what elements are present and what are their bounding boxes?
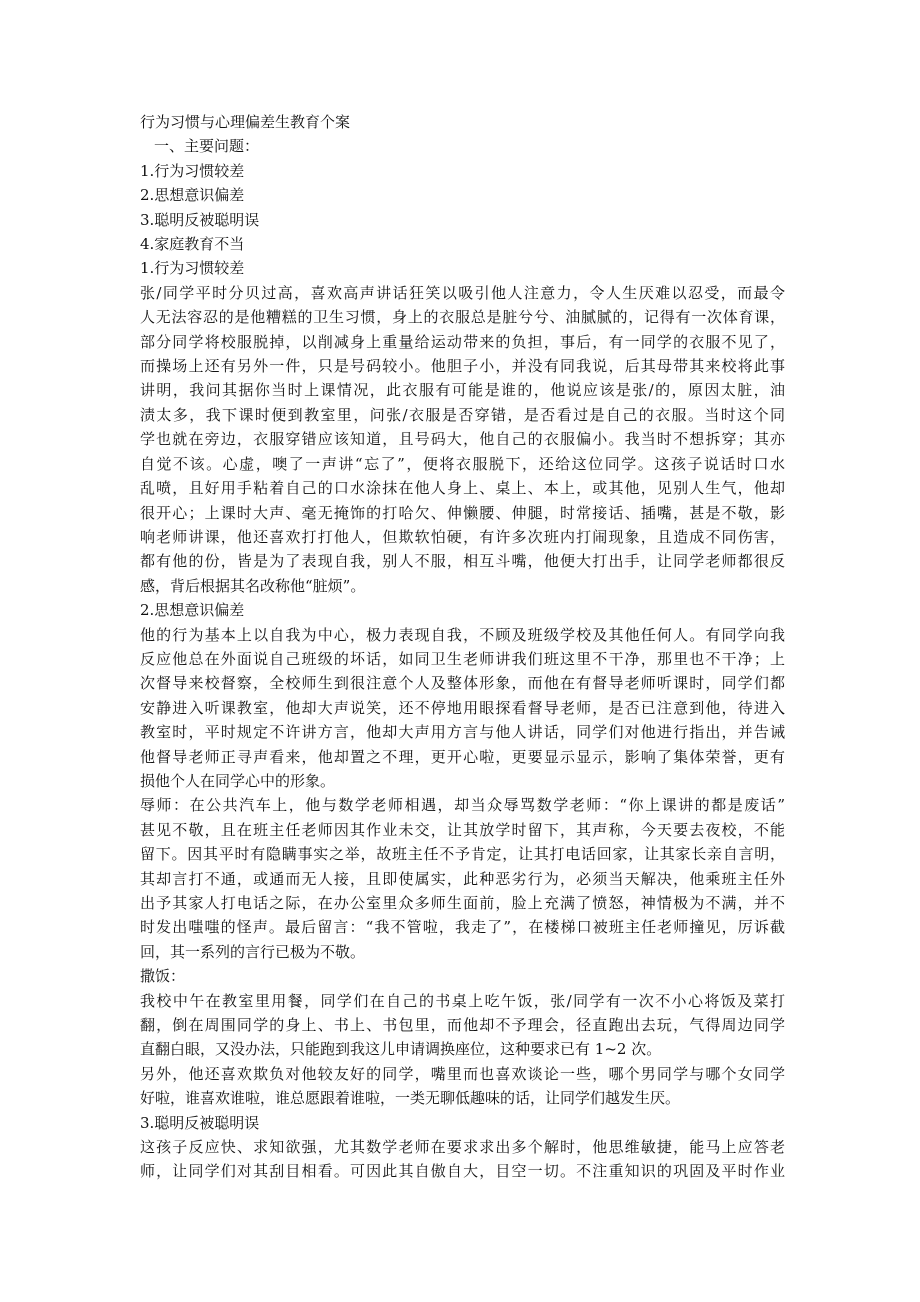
problem-list-item: 1.行为习惯较差: [140, 161, 245, 180]
subheading: 撒饭：: [140, 967, 186, 986]
paragraph-line: 损他个人在同学心中的形象。: [140, 771, 336, 790]
problem-list-item: 4.家庭教育不当: [140, 235, 245, 254]
paragraph-line: 他的行为基本上以自我为中心，极力表现自我，不顾及班级学校及其他任何人。有同学向我: [140, 625, 785, 644]
paragraph-line: 直翻白眼，又没办法，只能跑到我这儿申请调换座位，这种要求已有 1~2 次。: [140, 1040, 662, 1059]
document-page: [140, 110, 785, 1184]
paragraph-line: 辱师：在公共汽车上，他与数学老师相遇，却当众辱骂数学老师：“你上课讲的都是废话”: [140, 796, 785, 815]
document-title: 行为习惯与心理偏差生教育个案: [140, 113, 351, 131]
paragraph-line: 张/同学平时分贝过高，喜欢高声讲话狂笑以吸引他人注意力，令人生厌难以忍受，而最令: [140, 283, 785, 302]
paragraph-line: 都有他的份，皆是为了表现自我，别人不服，相互斗嘴，他便大打出手，让同学老师都很反: [140, 552, 785, 571]
paragraph-line: 感，背后根据其名改称他“脏烦”。: [140, 576, 366, 595]
problem-list-item: 3.聪明反被聪明误: [140, 210, 260, 229]
paragraph-line: 教室时，平时规定不许讲方言，他却大声用方言与他人讲话，同学们对他进行指出，并告诫: [140, 723, 785, 742]
paragraph-line: 甚见不敬，且在班主任老师因其作业未交，让其放学时留下，其声称，今天要去夜校，不能: [140, 820, 785, 839]
paragraph-line: 学也就在旁边，衣服穿错应该知道，且号码大，他自己的衣服偏小。我当时不想拆穿；其亦: [140, 430, 785, 449]
paragraph-line: 自觉不该。心虚，噢了一声讲“忘了”，便将衣服脱下，还给这位同学。这孩子说话时口水: [140, 454, 785, 473]
paragraph-line: 很开心；上课时大声、毫无掩饰的打哈欠、伸懒腰、伸腿，时常接话、插嘴，甚是不敬，影: [140, 503, 785, 522]
paragraph-line: 次督导来校督察，全校师生到很注意个人及整体形象，而他在有督导老师听课时，同学们都: [140, 674, 785, 693]
paragraph-line: 翻，倒在周围同学的身上、书上、书包里，而他却不予理会，径直跑出去玩，气得周边同学: [140, 1016, 785, 1035]
paragraph-line: 而操场上还有另外一件，只是号码较小。他胆子小，并没有同我说，后其母带其来校将此事: [140, 357, 785, 376]
paragraph-line: 部分同学将校服脱掉，以削减身上重量给运动带来的负担，事后，有一同学的衣服不见了，: [140, 332, 785, 351]
paragraph-line: 我校中午在教室里用餐，同学们在自己的书桌上吃午饭，张/同学有一次不小心将饭及菜打: [140, 991, 785, 1010]
section-heading: 3.聪明反被聪明误: [140, 1113, 260, 1132]
section-heading: 1.行为习惯较差: [140, 259, 245, 278]
paragraph-line: 回，其一系列的言行已极为不敬。: [140, 942, 366, 961]
paragraph-line: 出予其家人打电话之际，在办公室里众多师生面前，脸上充满了愤怒，神情极为不满，并不: [140, 894, 785, 912]
paragraph-line: 他督导老师正寻声看来，他却置之不理，更开心啦，更要显示显示，影响了集体荣誉，更有: [140, 747, 785, 766]
problem-list-item: 2.思想意识偏差: [140, 186, 245, 205]
paragraph-line: 另外，他还喜欢欺负对他较友好的同学，嘴里而也喜欢谈论一些，哪个男同学与哪个女同学: [140, 1064, 785, 1083]
paragraph-line: 人无法容忍的是他糟糕的卫生习惯，身上的衣服总是脏兮兮、油腻腻的，记得有一次体育课，: [140, 308, 785, 327]
paragraph-line: 好啦，谁喜欢谁啦，谁总愿跟着谁啦，一类无聊低趣味的话，让同学们越发生厌。: [140, 1089, 681, 1108]
paragraph-line: 师，让同学们对其刮目相看。可因此其自傲自大，目空一切。不注重知识的巩固及平时作业: [140, 1162, 785, 1181]
paragraph-line: 时发出嗤嗤的怪声。最后留言：“我不管啦，我走了”，在楼梯口被班主任老师撞见，厉诉截: [140, 918, 785, 937]
paragraph-line: 安静进入听课教室，他却大声说笑，还不停地用眼探看督导老师，是否已注意到他，待进入: [140, 698, 785, 717]
paragraph-line: 其却言打不通，或通而无人接，且即使属实，此种恶劣行为，必须当天解决，他乘班主任外: [140, 869, 785, 888]
section-heading: 2.思想意识偏差: [140, 601, 245, 620]
paragraph-line: 乱喷，且好用手粘着自己的口水涂抹在他人身上、桌上、本上，或其他，见别人生气，他却: [140, 479, 785, 498]
paragraph-line: 讲明，我问其据你当时上课情况，此衣服有可能是谁的，他说应该是张/的，原因太脏，油: [140, 381, 785, 400]
section-heading-main-problems: 一、主要问题：: [154, 137, 260, 156]
paragraph-line: 渍太多，我下课时便到教室里，问张/衣服是否穿错，是否看过是自己的衣服。当时这个同: [140, 405, 785, 424]
paragraph-line: 这孩子反应快、求知欲强，尤其数学老师在要求求出多个解时，他思维敏捷，能马上应答老: [140, 1138, 785, 1157]
paragraph-line: 响老师讲课，他还喜欢打打他人，但欺软怕硬，有许多次班内打闹现象，且造成不同伤害，: [140, 527, 785, 546]
paragraph-line: 反应他总在外面说自己班级的坏话，如同卫生老师讲我们班这里不干净，那里也不干净；上: [140, 649, 785, 668]
paragraph-line: 留下。因其平时有隐瞒事实之举，故班主任不予肯定，让其打电话回家，让其家长亲自言明，: [140, 845, 785, 864]
